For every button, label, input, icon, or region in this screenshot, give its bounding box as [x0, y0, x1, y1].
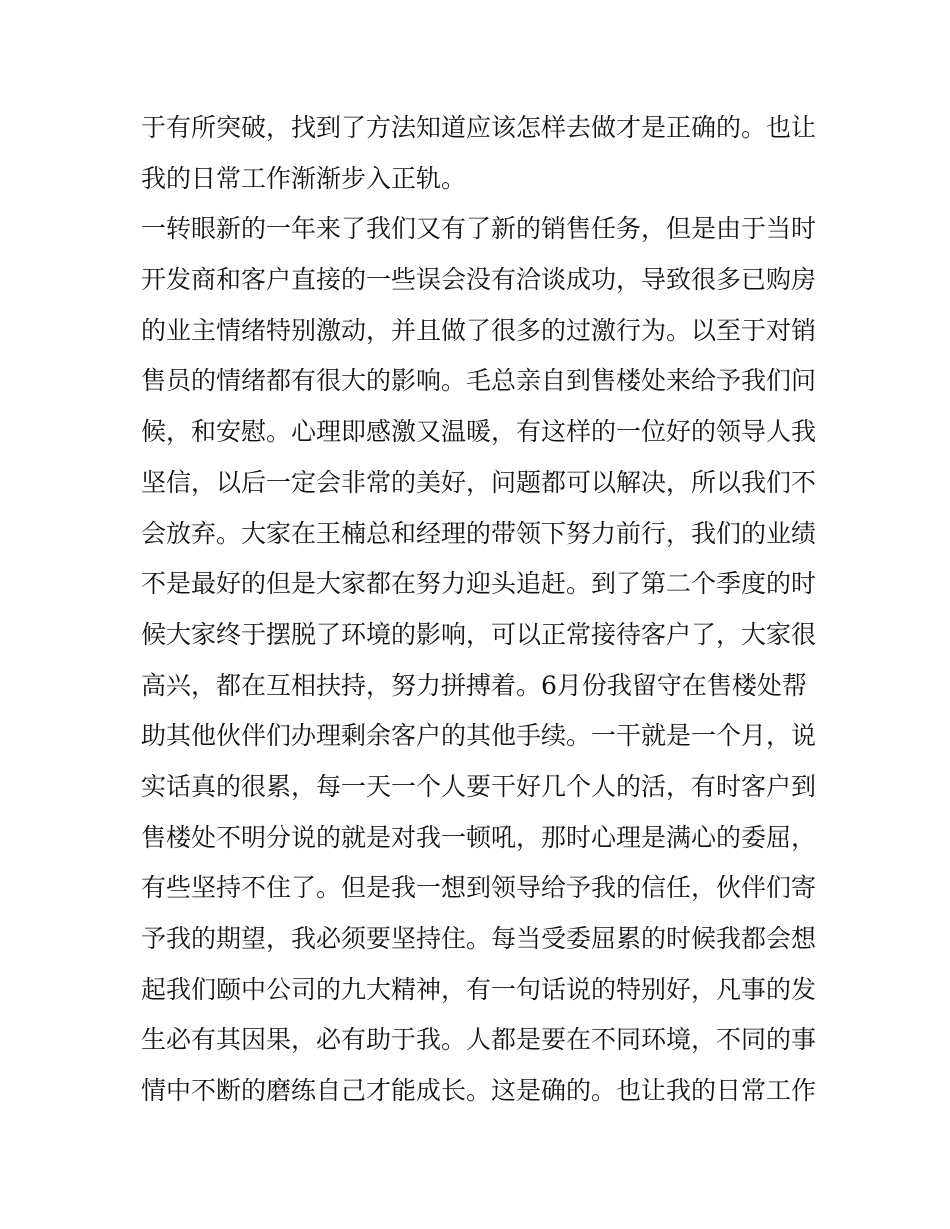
- text-line: 于有所突破，找到了方法知道应该怎样去做才是正确的。也让: [141, 113, 817, 142]
- text-line: 售楼处不明分说的就是对我一顿吼，那时心理是满心的委屈，: [141, 822, 817, 852]
- text-line: 高兴，都在互相扶持，努力拼搏着。6月份我留守在售楼处帮: [141, 670, 807, 700]
- text-line: 坚信，以后一定会非常的美好，问题都可以解决，所以我们不: [141, 467, 817, 497]
- text-line: 起我们颐中公司的九大精神，有一句话说的特别好，凡事的发: [141, 974, 817, 1004]
- text-line: 生必有其因果，必有助于我。人都是要在不同环境，不同的事: [141, 1025, 817, 1055]
- text-line: 助其他伙伴们办理剩余客户的其他手续。一干就是一个月，说: [141, 721, 817, 751]
- text-line: 售员的情绪都有很大的影响。毛总亲自到售楼处来给予我们问: [141, 366, 817, 396]
- text-line: 我的日常工作渐渐步入正轨。: [141, 163, 467, 193]
- text-line: 一转眼新的一年来了我们又有了新的销售任务，但是由于当时: [141, 214, 817, 244]
- text-line: 实话真的很累，每一天一个人要干好几个人的活，有时客户到: [141, 771, 817, 801]
- text-line: 候大家终于摆脱了环境的影响，可以正常接待客户了，大家很: [141, 619, 817, 649]
- text-line: 情中不断的磨练自己才能成长。这是确的。也让我的日常工作: [141, 1076, 817, 1106]
- text-line: 有些坚持不住了。但是我一想到领导给予我的信任，伙伴们寄: [141, 873, 817, 903]
- text-line: 候，和安慰。心理即感激又温暖，有这样的一位好的领导人我: [141, 417, 817, 447]
- text-line: 的业主情绪特别激动，并且做了很多的过激行为。以至于对销: [141, 315, 817, 345]
- text-line: 不是最好的但是大家都在努力迎头追赶。到了第二个季度的时: [141, 569, 817, 599]
- text-line: 开发商和客户直接的一些误会没有洽谈成功，导致很多已购房: [141, 265, 817, 295]
- body-text: [141, 103, 821, 1117]
- text-line: 会放弃。大家在王楠总和经理的带领下努力前行，我们的业绩: [141, 518, 817, 548]
- text-line: 予我的期望，我必须要坚持住。每当受委屈累的时候我都会想: [141, 924, 817, 953]
